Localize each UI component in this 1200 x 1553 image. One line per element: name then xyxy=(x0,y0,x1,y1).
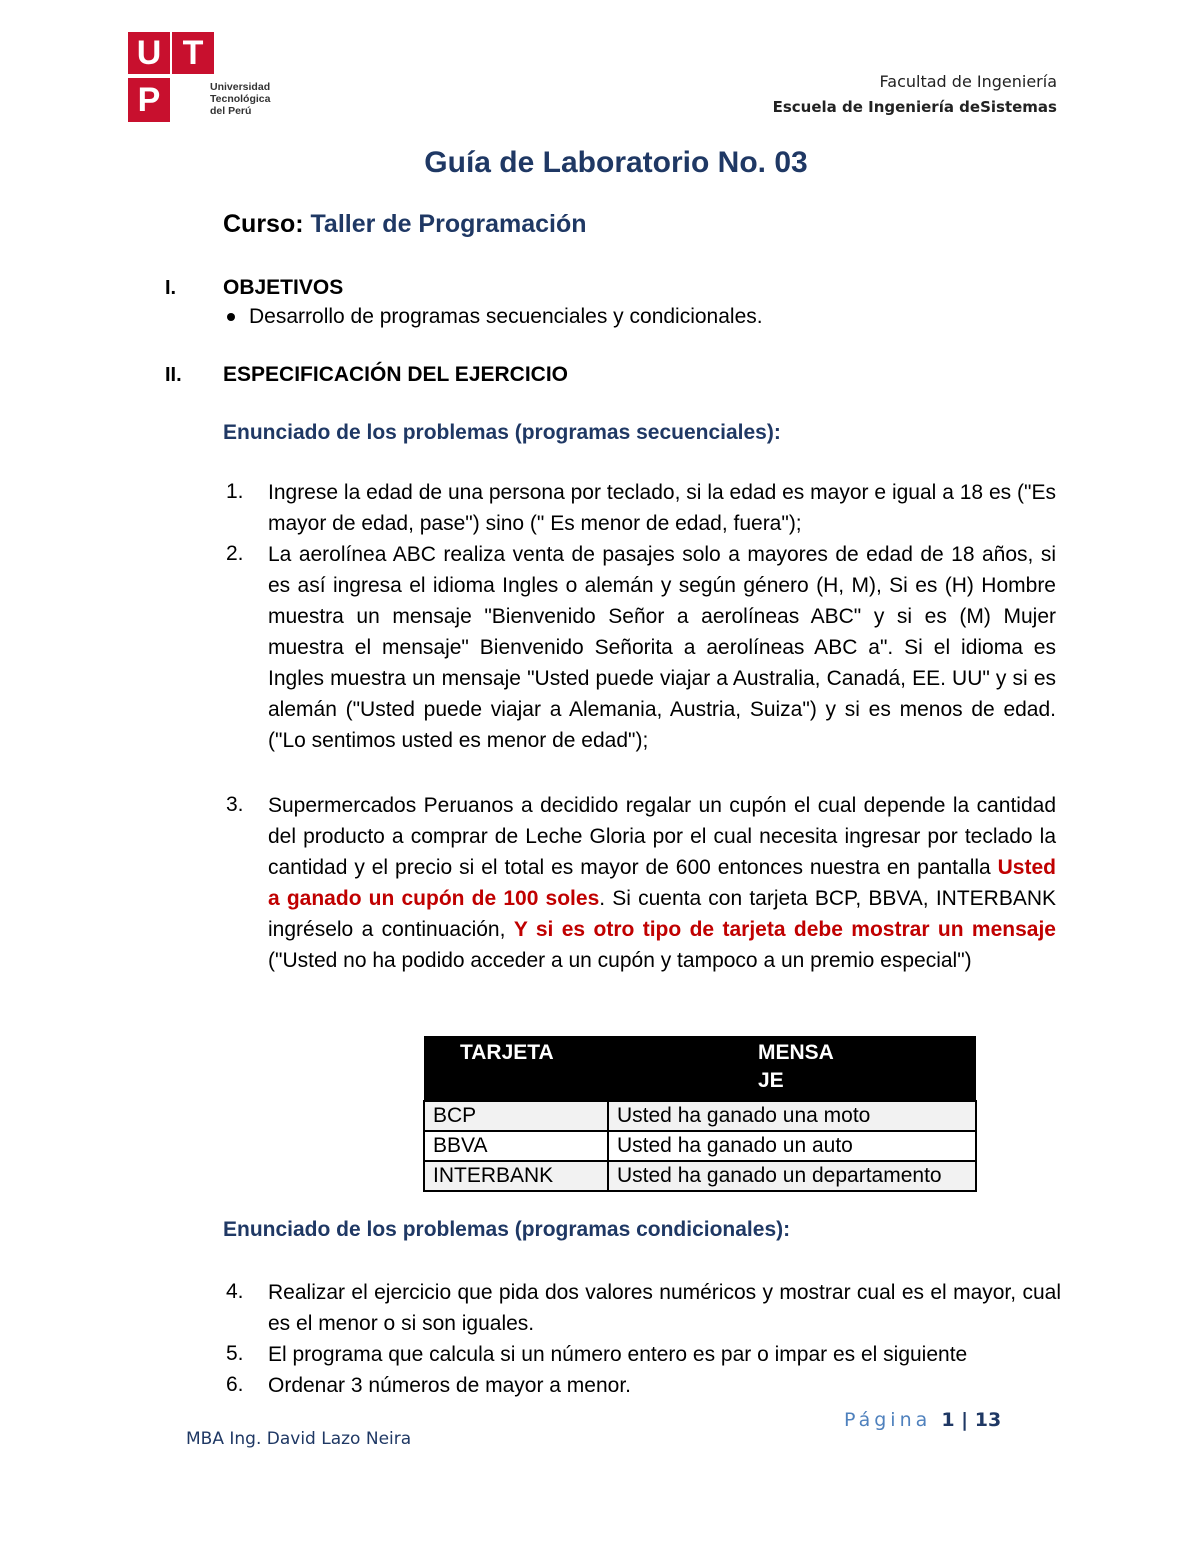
logo-line-2: Tecnológica xyxy=(210,93,271,105)
page-number xyxy=(844,1409,1001,1431)
logo-line-1: Universidad xyxy=(210,81,271,93)
objective-text: Desarrollo de programas secuenciales y condicionales. xyxy=(249,305,763,328)
utp-logo xyxy=(128,32,278,124)
item-3-text xyxy=(268,790,1056,976)
section-1-number: I. xyxy=(165,277,177,299)
objective-bullet xyxy=(223,305,763,329)
item-3-part-3: ("Usted no ha podido acceder a un cupón y tampoco a un premio especial") xyxy=(268,949,972,972)
item-3-highlight-2: Y si es otro tipo de tarjeta debe mostrar un mensaje xyxy=(513,918,1056,941)
item-4-number: 4. xyxy=(226,1280,244,1303)
subheading-conditional: Enunciado de los problemas (programas condicionales): xyxy=(223,1218,791,1241)
item-2-number: 2. xyxy=(226,542,244,565)
table-cell-card: INTERBANK xyxy=(424,1161,608,1191)
table-cell-card: BCP xyxy=(424,1101,608,1131)
page-word: Página xyxy=(844,1409,932,1431)
course-line xyxy=(223,210,587,239)
table-row xyxy=(424,1131,976,1161)
logo-line-3: del Perú xyxy=(210,105,252,117)
table-cell-message: Usted ha ganado una moto xyxy=(608,1101,976,1131)
table-row xyxy=(424,1101,976,1131)
school-name: Escuela de Ingeniería deSistemas xyxy=(772,98,1057,116)
item-1-text: Ingrese la edad de una persona por teclado, si la edad es mayor e igual a 18 es ("Es mayor de edad, pase") sino (" Es menor de edad, fuera"); xyxy=(268,481,1056,535)
item-2-text: La aerolínea ABC realiza venta de pasajes solo a mayores de edad de 18 años, si es así ingresa el idioma Ingles o alemán y según género (H, M), Si es (H) Hombre muestra un mensaje "Bienvenido Señor a aerolíneas ABC" y si es (M) Mujer muestra el mensaje" Bienvenido Señorita a aerolíneas ABC a". Si el idioma es Ingles muestra un mensaje "Usted puede viajar a Australia, Canadá, EE. UU" y si es alemán ("Usted puede viajar a Alemania, Austria, Suiza") y si es menos de edad. ("Lo sentimos usted es menor de edad"); xyxy=(268,543,1056,752)
footer-author: MBA Ing. David Lazo Neira xyxy=(186,1429,412,1449)
section-2-title: ESPECIFICACIÓN DEL EJERCICIO xyxy=(223,363,569,386)
page-title: Guía de Laboratorio No. 03 xyxy=(424,146,808,179)
logo-letter-u: U xyxy=(128,32,170,74)
bullet-icon xyxy=(227,313,235,321)
card-message-table xyxy=(423,1036,977,1192)
table-cell-message: Usted ha ganado un auto xyxy=(608,1131,976,1161)
item-3-number: 3. xyxy=(226,793,244,816)
item-3-highlight-1: Usted a ganado un cupón de 100 soles xyxy=(268,856,1056,910)
item-3-part-1: Supermercados Peruanos a decidido regalar un cupón el cual depende la cantidad del producto a comprar de Leche Gloria por el cual necesita ingresar por teclado la cantidad y el precio si el total es mayor de 600 entonces nuestra en pantalla xyxy=(268,794,1056,879)
page-count: 1 | 13 xyxy=(941,1409,1002,1431)
course-value: Taller de Programación xyxy=(310,210,587,238)
table-cell-card: BBVA xyxy=(424,1131,608,1161)
section-1-title: OBJETIVOS xyxy=(223,276,344,299)
item-5-text: El programa que calcula si un número entero es par o impar es el siguiente xyxy=(268,1343,968,1366)
item-6-number: 6. xyxy=(226,1373,244,1396)
item-4-text: Realizar el ejercicio que pida dos valores numéricos y mostrar cual es el mayor, cual es el menor o si son iguales. xyxy=(268,1281,1061,1335)
faculty-name: Facultad de Ingeniería xyxy=(879,72,1057,91)
table-header-card: TARJETA xyxy=(424,1036,608,1101)
subheading-sequential: Enunciado de los problemas (programas secuenciales): xyxy=(223,421,781,444)
item-6-text: Ordenar 3 números de mayor a menor. xyxy=(268,1374,632,1397)
table-header-row xyxy=(424,1036,976,1101)
course-label: Curso: xyxy=(223,210,304,238)
table-cell-message: Usted ha ganado un departamento xyxy=(608,1161,976,1191)
table-header-message: MENSA JE xyxy=(608,1036,976,1101)
table-row xyxy=(424,1161,976,1191)
logo-text xyxy=(210,81,270,117)
item-1-number: 1. xyxy=(226,480,244,503)
logo-letter-p: P xyxy=(128,78,170,122)
item-5-number: 5. xyxy=(226,1342,244,1365)
section-2-number: II. xyxy=(165,364,182,386)
logo-letter-t: T xyxy=(172,32,214,74)
item-3-part-2: . Si cuenta con tarjeta BCP, BBVA, INTERBANK ingréselo a continuación, xyxy=(268,887,1056,941)
